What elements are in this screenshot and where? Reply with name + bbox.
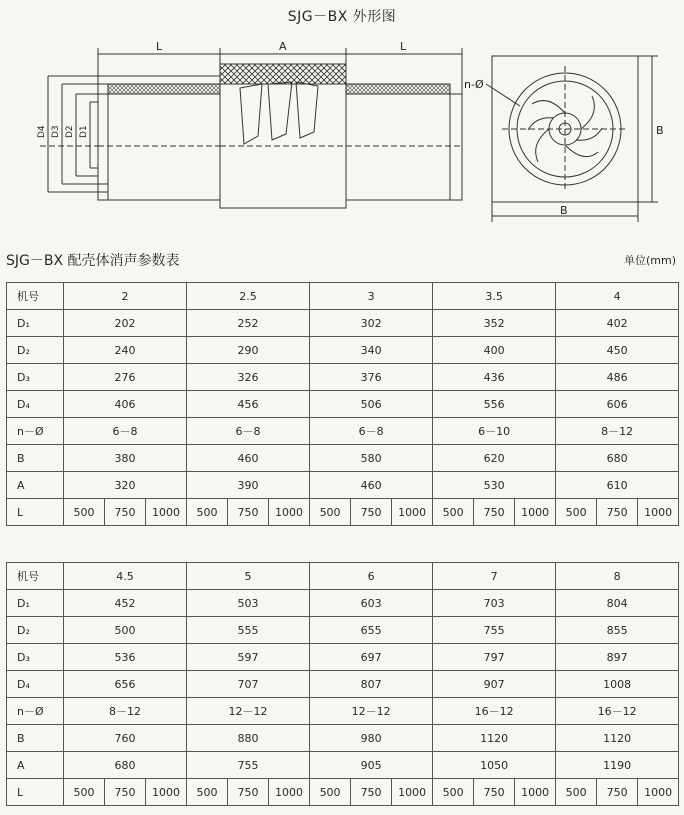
dim-d1: D1: [79, 125, 89, 138]
value-cell: 450: [556, 337, 679, 364]
dim-a: A: [279, 40, 287, 53]
row-label: D₂: [7, 337, 64, 364]
table-row: [7, 283, 679, 310]
table-row: [7, 698, 679, 725]
length-cell: 1000: [638, 779, 679, 806]
dim-d2: D2: [65, 125, 75, 138]
value-cell: 1120: [556, 725, 679, 752]
length-cell: 750: [351, 779, 392, 806]
model-cell: 3: [310, 283, 433, 310]
value-cell: 390: [187, 472, 310, 499]
value-cell: 12－12: [187, 698, 310, 725]
dim-d4: D4: [37, 125, 47, 138]
length-cell: 500: [187, 499, 228, 526]
value-cell: 290: [187, 337, 310, 364]
value-cell: 760: [64, 725, 187, 752]
length-cell: 750: [474, 779, 515, 806]
length-cell: 750: [105, 779, 146, 806]
value-cell: 202: [64, 310, 187, 337]
length-cell: 500: [556, 499, 597, 526]
value-cell: 907: [433, 671, 556, 698]
value-cell: 436: [433, 364, 556, 391]
length-cell: 500: [187, 779, 228, 806]
length-cell: 500: [310, 779, 351, 806]
table-row: [7, 617, 679, 644]
table-row: [7, 752, 679, 779]
parameter-table-1: [6, 282, 679, 526]
value-cell: 880: [187, 725, 310, 752]
table-row: [7, 364, 679, 391]
dim-l-left: L: [156, 40, 163, 53]
table-row: [7, 472, 679, 499]
parameter-table-2: [6, 562, 679, 806]
value-cell: 456: [187, 391, 310, 418]
table-row: [7, 563, 679, 590]
value-cell: 6－8: [310, 418, 433, 445]
dim-n-phi: n-Ø: [464, 78, 484, 91]
drawing-title: SJG－BX 外形图: [287, 9, 397, 25]
value-cell: 797: [433, 644, 556, 671]
value-cell: 16－12: [556, 698, 679, 725]
length-cell: 1000: [392, 499, 433, 526]
value-cell: 380: [64, 445, 187, 472]
value-cell: 406: [64, 391, 187, 418]
value-cell: 12－12: [310, 698, 433, 725]
row-label: B: [7, 445, 64, 472]
value-cell: 597: [187, 644, 310, 671]
value-cell: 16－12: [433, 698, 556, 725]
value-cell: 905: [310, 752, 433, 779]
dim-d3: D3: [51, 125, 61, 138]
row-label: D₃: [7, 644, 64, 671]
model-cell: 6: [310, 563, 433, 590]
length-cell: 1000: [638, 499, 679, 526]
value-cell: 486: [556, 364, 679, 391]
row-label: n－Ø: [7, 698, 64, 725]
row-label: A: [7, 752, 64, 779]
value-cell: 807: [310, 671, 433, 698]
value-cell: 697: [310, 644, 433, 671]
length-cell: 500: [433, 499, 474, 526]
unit-label: 单位(mm): [623, 254, 676, 267]
table-row: [7, 671, 679, 698]
length-cell: 750: [597, 499, 638, 526]
dim-b-bottom: B: [560, 204, 568, 217]
value-cell: 606: [556, 391, 679, 418]
length-cell: 1000: [269, 779, 310, 806]
length-cell: 500: [64, 499, 105, 526]
value-cell: 340: [310, 337, 433, 364]
row-label: B: [7, 725, 64, 752]
table-row: [7, 725, 679, 752]
row-label: D₄: [7, 671, 64, 698]
table-row: [7, 445, 679, 472]
table-row: [7, 310, 679, 337]
table-row: [7, 590, 679, 617]
length-cell: 1000: [146, 779, 187, 806]
length-cell: 750: [474, 499, 515, 526]
value-cell: 703: [433, 590, 556, 617]
value-cell: 655: [310, 617, 433, 644]
value-cell: 252: [187, 310, 310, 337]
length-cell: 1000: [515, 499, 556, 526]
value-cell: 320: [64, 472, 187, 499]
row-label: L: [7, 499, 64, 526]
length-cell: 1000: [515, 779, 556, 806]
model-cell: 5: [187, 563, 310, 590]
model-cell: 3.5: [433, 283, 556, 310]
length-cell: 1000: [146, 499, 187, 526]
model-cell: 2: [64, 283, 187, 310]
value-cell: 755: [187, 752, 310, 779]
table-row: [7, 418, 679, 445]
model-cell: 2.5: [187, 283, 310, 310]
header-label: 机号: [7, 563, 64, 590]
length-cell: 1000: [392, 779, 433, 806]
value-cell: 680: [64, 752, 187, 779]
value-cell: 603: [310, 590, 433, 617]
length-cell: 750: [228, 499, 269, 526]
model-cell: 4.5: [64, 563, 187, 590]
value-cell: 8－12: [556, 418, 679, 445]
row-label: A: [7, 472, 64, 499]
length-cell: 750: [105, 499, 146, 526]
value-cell: 506: [310, 391, 433, 418]
value-cell: 400: [433, 337, 556, 364]
value-cell: 276: [64, 364, 187, 391]
length-cell: 500: [433, 779, 474, 806]
row-label: L: [7, 779, 64, 806]
table-row: [7, 499, 679, 526]
value-cell: 8－12: [64, 698, 187, 725]
table-row: [7, 779, 679, 806]
value-cell: 656: [64, 671, 187, 698]
length-cell: 750: [228, 779, 269, 806]
value-cell: 530: [433, 472, 556, 499]
row-label: D₄: [7, 391, 64, 418]
value-cell: 302: [310, 310, 433, 337]
model-cell: 7: [433, 563, 556, 590]
value-cell: 555: [187, 617, 310, 644]
value-cell: 707: [187, 671, 310, 698]
value-cell: 556: [433, 391, 556, 418]
value-cell: 855: [556, 617, 679, 644]
length-cell: 500: [556, 779, 597, 806]
value-cell: 6－8: [64, 418, 187, 445]
row-label: D₁: [7, 310, 64, 337]
row-label: D₁: [7, 590, 64, 617]
value-cell: 536: [64, 644, 187, 671]
length-cell: 750: [351, 499, 392, 526]
value-cell: 610: [556, 472, 679, 499]
outline-drawing: [0, 26, 684, 226]
value-cell: 500: [64, 617, 187, 644]
dim-b-right: B: [656, 124, 664, 137]
row-label: D₃: [7, 364, 64, 391]
value-cell: 6－8: [187, 418, 310, 445]
value-cell: 460: [187, 445, 310, 472]
value-cell: 1008: [556, 671, 679, 698]
value-cell: 1120: [433, 725, 556, 752]
length-cell: 500: [310, 499, 351, 526]
table-title: SJG－BX 配壳体消声参数表: [6, 253, 180, 269]
value-cell: 980: [310, 725, 433, 752]
table-row: [7, 391, 679, 418]
table-row: [7, 644, 679, 671]
value-cell: 402: [556, 310, 679, 337]
model-cell: 4: [556, 283, 679, 310]
table-row: [7, 337, 679, 364]
value-cell: 580: [310, 445, 433, 472]
length-cell: 1000: [269, 499, 310, 526]
value-cell: 240: [64, 337, 187, 364]
row-label: D₂: [7, 617, 64, 644]
dim-l-right: L: [400, 40, 407, 53]
value-cell: 460: [310, 472, 433, 499]
model-cell: 8: [556, 563, 679, 590]
value-cell: 680: [556, 445, 679, 472]
value-cell: 452: [64, 590, 187, 617]
header-label: 机号: [7, 283, 64, 310]
length-cell: 750: [597, 779, 638, 806]
value-cell: 6－10: [433, 418, 556, 445]
value-cell: 804: [556, 590, 679, 617]
value-cell: 755: [433, 617, 556, 644]
value-cell: 620: [433, 445, 556, 472]
value-cell: 376: [310, 364, 433, 391]
value-cell: 1190: [556, 752, 679, 779]
value-cell: 352: [433, 310, 556, 337]
value-cell: 1050: [433, 752, 556, 779]
value-cell: 503: [187, 590, 310, 617]
value-cell: 326: [187, 364, 310, 391]
length-cell: 500: [64, 779, 105, 806]
row-label: n－Ø: [7, 418, 64, 445]
value-cell: 897: [556, 644, 679, 671]
